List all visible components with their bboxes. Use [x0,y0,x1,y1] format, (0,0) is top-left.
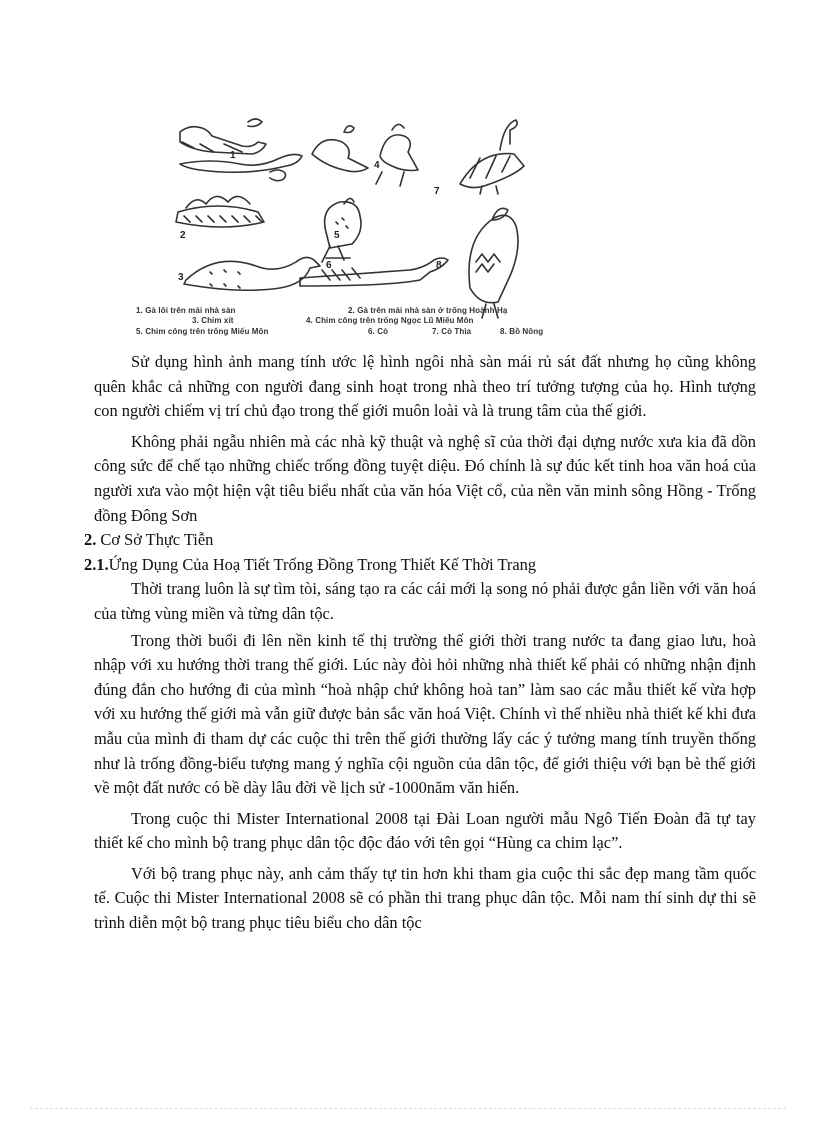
caption-2: 2. Gà trên mái nhà sàn ở trống Hoành Hạ [348,306,508,315]
caption-6: 6. Cò [368,327,389,336]
paragraph-6: Với bộ trang phục này, anh cảm thấy tự tin hơn khi tham gia cuộc thi sắc đẹp mang tầm quốc tế. Cuộc thi Mister International 2008 sẽ có phần thi trang phục dân tộc. Mỗi nam thí sinh dự thi sẽ trình diễn một bộ trang phục tiêu biểu cho dân tộc [94,863,756,933]
figure-number-8: 8 [436,260,442,271]
figure-number-7: 7 [434,186,440,197]
figure-number-6: 6 [326,260,332,271]
heading-2-text: Cơ Sở Thực Tiễn [96,530,214,550]
caption-7: 7. Cò Thìa [432,327,472,336]
caption-5: 5. Chim công trên trống Miếu Môn [136,327,269,336]
heading-2 [84,528,756,553]
caption-4: 4. Chim công trên trống Ngọc Lũ Miếu Môn [306,316,474,325]
heading-2-1-number: 2.1. [84,554,109,574]
document-body [84,350,756,936]
page-footer-rule [30,1108,786,1109]
heading-2-1 [84,553,756,578]
figure-number-1: 1 [230,150,236,161]
paragraph-3: Thời trang luôn là sự tìm tòi, sáng tạo ra các cái mới lạ song nó phải được gắn liền với văn hoá của từng vùng miền và từng dân tộc. [94,579,756,623]
bird-motifs-figure [130,112,595,340]
figure-number-2: 2 [180,230,186,241]
caption-8: 8. Bồ Nông [500,327,544,336]
caption-1: 1. Gà lôi trên mái nhà sàn [136,306,236,315]
caption-3: 3. Chim xít [192,316,234,325]
paragraph-5: Trong cuộc thi Mister International 2008 tại Đài Loan người mẫu Ngô Tiến Đoàn đã tự tay thiết kế cho mình bộ trang phục dân tộc độc đáo với tên gọi “Hùng ca chim lạc”. [94,808,756,853]
heading-2-number: 2. [84,530,97,550]
figure-number-3: 3 [178,272,184,283]
heading-2-1-text: Ứng Dụng Của Hoạ Tiết Trống Đồng Trong Thiết Kế Thời Trang [108,554,537,574]
paragraph-1: Sử dụng hình ảnh mang tính ước lệ hình ngôi nhà sàn mái rủ sát đất nhưng họ cũng không quên khắc cả những con người đang sinh hoạt trong nhà theo trí tưởng tượng của họ. Hình tượng con người chiếm vị trí chủ đạo trong thế giới muôn loài và là trung tâm của thế giới. [94,352,756,421]
figure-number-5: 5 [334,230,340,241]
paragraph-4: Trong thời buổi đi lên nền kinh tế thị trường thế giới thời trang nước ta đang giao lưu, hoà nhập với xu hướng thời trang thế giới. Lúc này đòi hỏi những nhà thiết kế phải có những nhận định đúng đắn cho hướng đi của mình “hoà nhập chứ không hoà tan” làm sao các mẫu thiết kế vừa hợp với xu hướng thế giới mà vẫn giữ được bản sắc văn hoá Việt. Chính vì thế nhiều nhà thiết kế khi đưa mẫu của mình đi tham dự các cuộc thi trên thế giới thường lấy các ý tưởng mang tính truyền thống như là trống đồng-biểu tượng mang ý nghĩa cội nguồn của dân tộc, để giới thiệu với bạn bè thế giới về một đất nước có bề dày lâu đời về lịch sử -1000năm văn hiến. [94,630,756,798]
figure-number-4: 4 [374,160,380,171]
paragraph-2: Không phải ngẫu nhiên mà các nhà kỹ thuật và nghệ sĩ của thời đại dựng nước xưa kia đã dồn công sức để chế tạo những chiếc trống đồng tuyệt diệu. Đó chính là sự đúc kết tinh hoa văn hoá của người xưa vào một hiện vật tiêu biểu nhất của văn hóa Việt cổ, của nền văn minh sông Hồng - Trống đồng Đông Sơn [94,431,756,525]
